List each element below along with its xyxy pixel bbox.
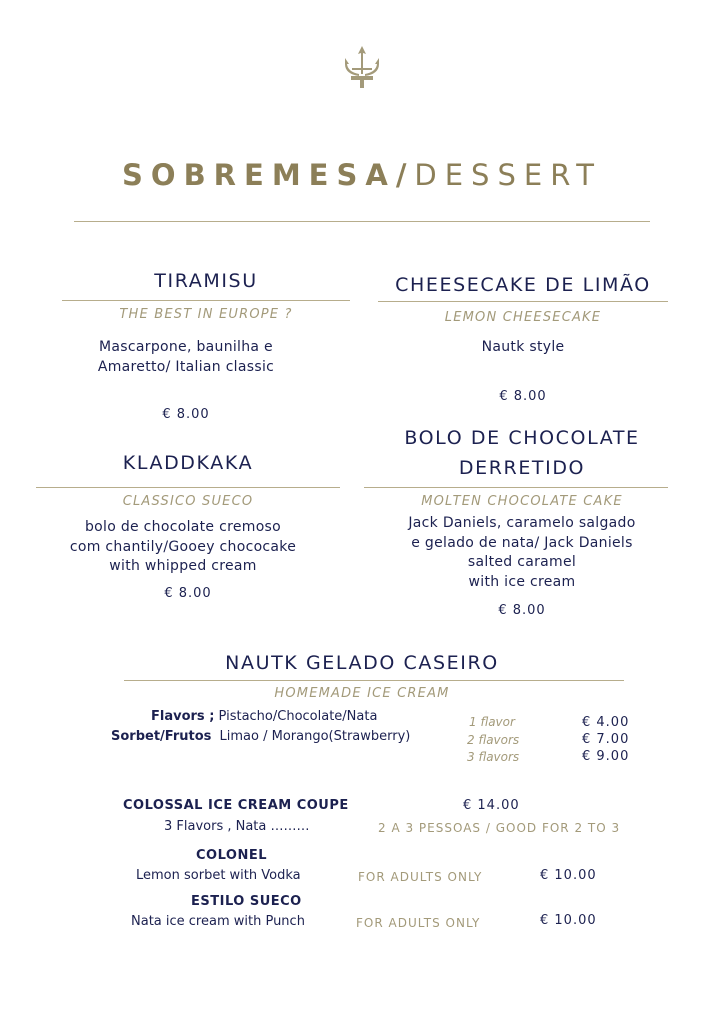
sorbet-label: Sorbet/Frutos: [111, 729, 212, 744]
gelado-title: NAUTK GELADO CASEIRO: [225, 652, 499, 674]
kladdkaka-price: € 8.00: [164, 586, 212, 601]
kladdkaka-desc-line: com chantily/Gooey chococake: [69, 538, 297, 555]
tiramisu-description: [42, 338, 330, 377]
bolo-title-line: BOLO DE CHOCOLATE: [404, 427, 640, 449]
coupe-name: COLOSSAL ICE CREAM COUPE: [123, 798, 349, 813]
bolo-desc-line: Jack Daniels, caramelo salgado: [408, 515, 636, 531]
kladdkaka-divider: [36, 487, 340, 488]
colonel-note: FOR ADULTS ONLY: [358, 870, 483, 884]
sorbet-value: Limao / Morango(Strawberry): [219, 729, 411, 744]
flavors-row: [151, 709, 377, 724]
tier-label: 2 flavors: [467, 733, 520, 747]
page-title: [0, 158, 724, 192]
bolo-divider: [364, 487, 668, 488]
bolo-title-line: DERRETIDO: [458, 457, 586, 479]
colonel-description: Lemon sorbet with Vodka: [136, 868, 301, 883]
bolo-subtitle: MOLTEN CHOCOLATE CAKE: [421, 494, 623, 509]
bolo-desc-line: salted caramel: [467, 554, 577, 570]
flavors-label: Flavors ;: [151, 709, 215, 724]
cheesecake-divider: [378, 301, 668, 302]
estilo-description: Nata ice cream with Punch: [131, 914, 305, 929]
kladdkaka-subtitle: CLASSICO SUECO: [122, 494, 254, 509]
bolo-price: € 8.00: [498, 603, 546, 618]
estilo-note: FOR ADULTS ONLY: [356, 916, 481, 930]
sorbet-row: [111, 729, 410, 744]
tier-price: € 9.00: [582, 749, 630, 764]
bolo-title: [364, 423, 680, 483]
tier-label: 3 flavors: [467, 750, 520, 764]
coupe-description: 3 Flavors , Nata ………: [164, 819, 310, 834]
cheesecake-subtitle: LEMON CHEESECAKE: [444, 310, 602, 325]
page-title-primary: SOBREMESA/: [122, 158, 415, 192]
colonel-price: € 10.00: [540, 868, 597, 883]
header-divider: [74, 221, 650, 222]
bolo-desc-line: with ice cream: [468, 573, 576, 590]
tiramisu-desc-line: Amaretto/ Italian classic: [97, 358, 275, 375]
estilo-name: ESTILO SUECO: [191, 894, 302, 909]
tiramisu-price: € 8.00: [162, 407, 210, 422]
cheesecake-title: CHEESECAKE DE LIMÃO: [395, 274, 651, 296]
tiramisu-section: [62, 270, 350, 292]
gelado-subtitle: HOMEMADE ICE CREAM: [274, 686, 450, 701]
page-title-secondary: DESSERT: [414, 158, 602, 192]
cheesecake-description: Nautk style: [481, 339, 565, 355]
tiramisu-divider: [62, 300, 350, 301]
tier-price: € 7.00: [582, 732, 630, 747]
gelado-divider: [124, 680, 624, 681]
flavors-value: Pistacho/Chocolate/Nata: [218, 709, 378, 724]
estilo-price: € 10.00: [540, 913, 597, 928]
cheesecake-price: € 8.00: [499, 389, 547, 404]
colonel-name: COLONEL: [196, 848, 268, 863]
kladdkaka-description: [36, 518, 330, 577]
tiramisu-subtitle: THE BEST IN EUROPE ?: [119, 307, 293, 322]
kladdkaka-desc-line: with whipped cream: [109, 558, 257, 574]
tier-price: € 4.00: [582, 715, 630, 730]
kladdkaka-title: KLADDKAKA: [122, 452, 254, 474]
tiramisu-title: TIRAMISU: [154, 270, 258, 292]
trident-icon: [340, 44, 384, 90]
coupe-note: 2 A 3 PESSOAS / GOOD FOR 2 TO 3: [378, 821, 621, 835]
bolo-desc-line: e gelado de nata/ Jack Daniels: [411, 534, 633, 551]
bolo-description: [364, 514, 680, 592]
tiramisu-desc-line: Mascarpone, baunilha e: [99, 339, 273, 355]
kladdkaka-desc-line: bolo de chocolate cremoso: [84, 519, 282, 535]
tier-label: 1 flavor: [469, 715, 515, 729]
coupe-price: € 14.00: [463, 798, 520, 813]
